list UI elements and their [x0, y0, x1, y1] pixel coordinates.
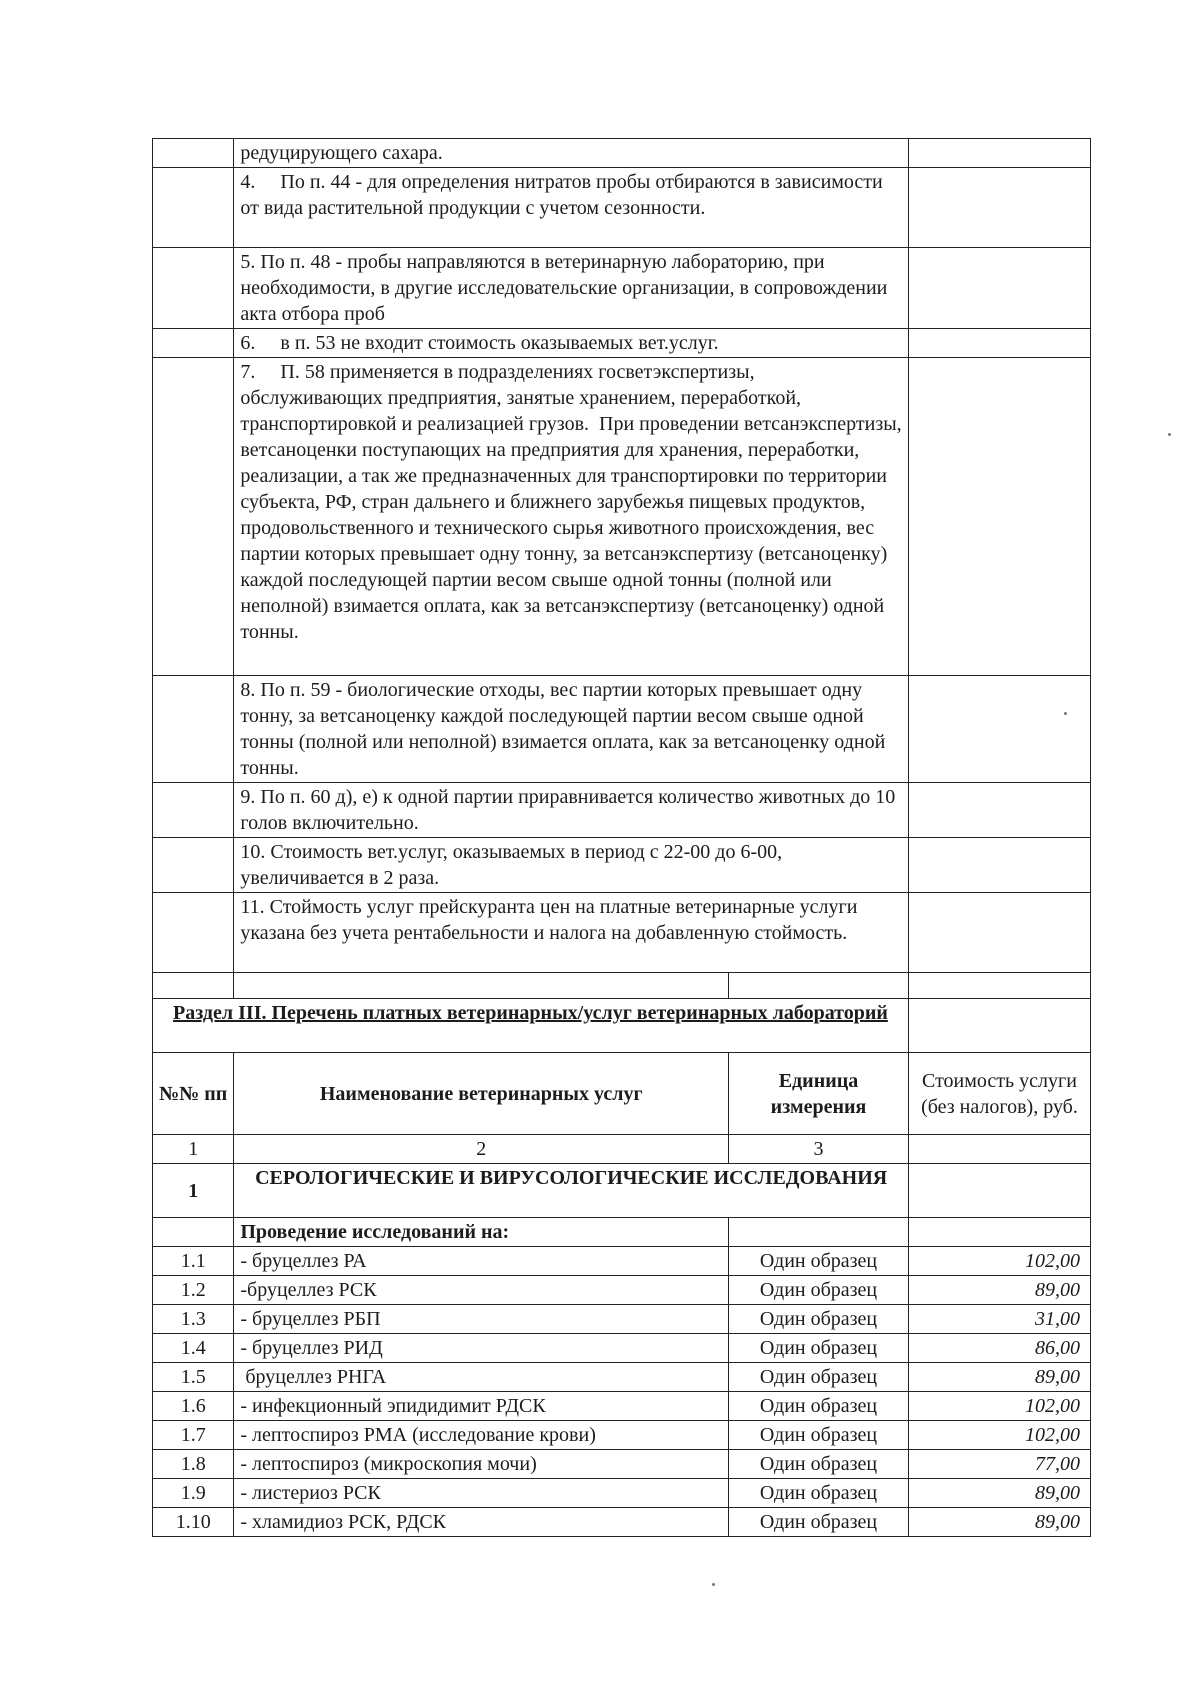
note-text: 9. По п. 60 д), е) к одной партии приравнивается количество животных до 10 голов включительно.	[234, 783, 909, 838]
note-row	[153, 168, 1091, 248]
note-row	[153, 838, 1091, 893]
service-name: - бруцеллез РБП	[234, 1305, 729, 1334]
note-row	[153, 358, 1091, 676]
note-text: 8. По п. 59 - биологические отходы, вес партии которых превышает одну тонну, за ветсаноценку каждой последующей партии весом свыше одной тонны (полной или неполной) взимается оплата, как за ветсаноценку одной тонны.	[234, 676, 909, 783]
row-number: 1.5	[153, 1363, 234, 1392]
service-name: -бруцеллез РСК	[234, 1276, 729, 1305]
note-text: 5. По п. 48 - пробы направляются в ветеринарную лабораторию, при необходимости, в другие исследовательские организации, в сопровождении акта отбора проб	[234, 248, 909, 329]
scan-speck	[1064, 712, 1067, 715]
service-name: - бруцеллез РА	[234, 1247, 729, 1276]
column-number: 2	[234, 1135, 729, 1164]
price-value: 77,00	[908, 1450, 1090, 1479]
service-rows	[153, 1247, 1091, 1537]
group-title: СЕРОЛОГИЧЕСКИЕ И ВИРУСОЛОГИЧЕСКИЕ ИССЛЕДОВАНИЯ	[234, 1164, 909, 1218]
table-row	[153, 1421, 1091, 1450]
note-row	[153, 783, 1091, 838]
row-number: 1.6	[153, 1392, 234, 1421]
group-subheading: Проведение исследований на:	[234, 1218, 729, 1247]
service-name: - лептоспироз РМА (исследование крови)	[234, 1421, 729, 1450]
note-row	[153, 248, 1091, 329]
price-value: 89,00	[908, 1508, 1090, 1537]
service-name: - бруцеллез РИД	[234, 1334, 729, 1363]
row-number: 1.8	[153, 1450, 234, 1479]
service-name: - листериоз РСК	[234, 1479, 729, 1508]
scan-speck	[712, 1583, 715, 1586]
group-row	[153, 1164, 1091, 1218]
price-value: 31,00	[908, 1305, 1090, 1334]
note-row	[153, 139, 1091, 168]
price-value: 89,00	[908, 1363, 1090, 1392]
price-value: 102,00	[908, 1421, 1090, 1450]
row-number: 1.10	[153, 1508, 234, 1537]
note-text: 6. в п. 53 не входит стоимость оказываемых вет.услуг.	[234, 329, 909, 358]
price-value: 102,00	[908, 1247, 1090, 1276]
price-value: 86,00	[908, 1334, 1090, 1363]
table-row	[153, 1479, 1091, 1508]
unit-of-measure: Один образец	[729, 1450, 909, 1479]
price-value: 89,00	[908, 1276, 1090, 1305]
table-row	[153, 1276, 1091, 1305]
table-row	[153, 1363, 1091, 1392]
unit-of-measure: Один образец	[729, 1276, 909, 1305]
row-number: 1.9	[153, 1479, 234, 1508]
service-name: - лептоспироз (микроскопия мочи)	[234, 1450, 729, 1479]
unit-of-measure: Один образец	[729, 1479, 909, 1508]
service-name: - инфекционный эпидидимит РДСК	[234, 1392, 729, 1421]
section-title: Раздел III. Перечень платных ветеринарных/услуг ветеринарных лабораторий	[153, 999, 909, 1053]
note-text: 7. П. 58 применяется в подразделениях госветэкспертизы, обслуживающих предприятия, занятые хранением, переработкой, транспортировкой и реализацией грузов. При проведении ветсанэкспертизы, ветсаноценки поступающих на предприятия для хранения, переработки, реализации, а так же предназначенных для транспортировки по территории субъекта, РФ, стран дальнего и ближнего зарубежья пищевых продуктов, продовольственного и технического сырья животного происхождения, вес партии которых превышает одну тонну, за ветсанэкспертизу (ветсаноценку) каждой последующей партии весом свыше одной тонны (полной или неполной) взимается оплата, как за ветсанэкспертизу (ветсаноценку) одной тонны.	[234, 358, 909, 676]
column-number: 1	[153, 1135, 234, 1164]
price-value: 102,00	[908, 1392, 1090, 1421]
note-row	[153, 329, 1091, 358]
row-number: 1.7	[153, 1421, 234, 1450]
row-number: 1.2	[153, 1276, 234, 1305]
group-number: 1	[153, 1164, 234, 1218]
table-row	[153, 1392, 1091, 1421]
row-number: 1.1	[153, 1247, 234, 1276]
table-row	[153, 1305, 1091, 1334]
note-text: 4. По п. 44 - для определения нитратов пробы отбираются в зависимости от вида растительной продукции с учетом сезонности.	[234, 168, 909, 248]
unit-of-measure: Один образец	[729, 1508, 909, 1537]
table-row	[153, 1334, 1091, 1363]
scan-speck	[1168, 433, 1171, 436]
note-row	[153, 893, 1091, 973]
service-name: - хламидиоз РСК, РДСК	[234, 1508, 729, 1537]
service-name: бруцеллез РНГА	[234, 1363, 729, 1392]
note-text: редуцирующего сахара.	[234, 139, 909, 168]
header-num: №№ пп	[153, 1053, 234, 1135]
price-value: 89,00	[908, 1479, 1090, 1508]
table-row	[153, 1247, 1091, 1276]
unit-of-measure: Один образец	[729, 1334, 909, 1363]
header-name: Наименование ветеринарных услуг	[234, 1053, 729, 1135]
price-list-table	[152, 138, 1091, 1537]
row-number: 1.3	[153, 1305, 234, 1334]
unit-of-measure: Один образец	[729, 1305, 909, 1334]
header-unit: Единица измерения	[729, 1053, 909, 1135]
table-header	[153, 1053, 1091, 1135]
note-text: 11. Стоймость услуг прейскуранта цен на платные ветеринарные услуги указана без учета рентабельности и налога на добавленную стоймость.	[234, 893, 909, 973]
subheading-row	[153, 1218, 1091, 1247]
unit-of-measure: Один образец	[729, 1392, 909, 1421]
spacer-row	[153, 973, 1091, 999]
unit-of-measure: Один образец	[729, 1421, 909, 1450]
note-row	[153, 676, 1091, 783]
section-title-row	[153, 999, 1091, 1053]
note-text: 10. Стоимость вет.услуг, оказываемых в период с 22-00 до 6-00, увеличивается в 2 раза.	[234, 838, 909, 893]
row-number: 1.4	[153, 1334, 234, 1363]
unit-of-measure: Один образец	[729, 1247, 909, 1276]
table-row	[153, 1508, 1091, 1537]
header-price: Стоимость услуги (без налогов), руб.	[908, 1053, 1090, 1135]
unit-of-measure: Один образец	[729, 1363, 909, 1392]
table-row	[153, 1450, 1091, 1479]
column-number-row	[153, 1135, 1091, 1164]
column-number: 3	[729, 1135, 909, 1164]
